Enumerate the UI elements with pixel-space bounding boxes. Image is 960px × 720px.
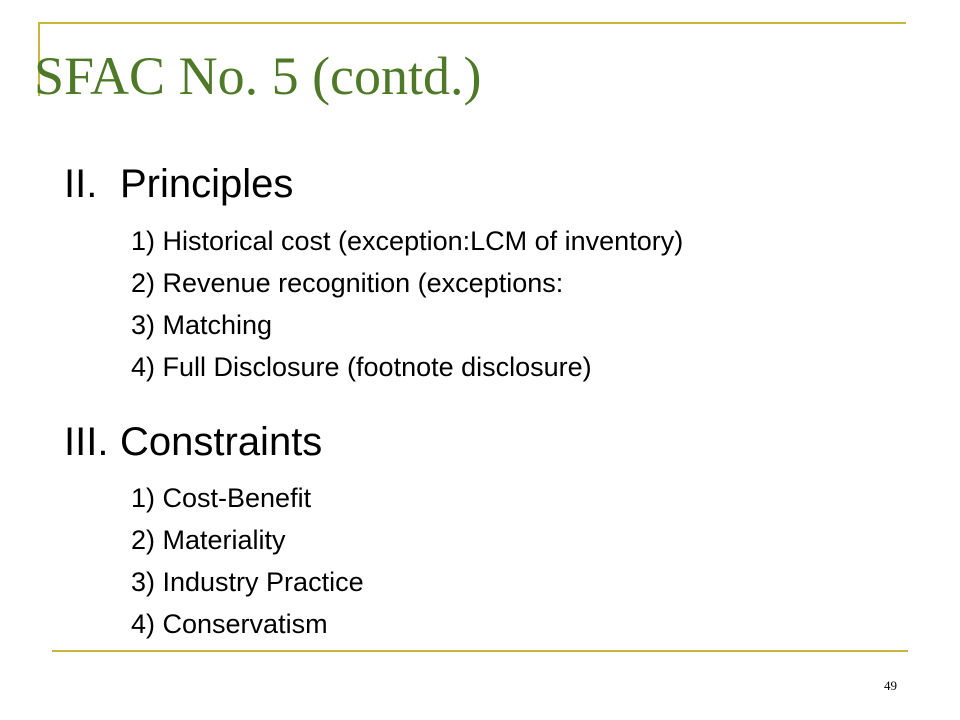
section-title: Constraints bbox=[120, 420, 323, 464]
principles-list bbox=[131, 220, 683, 388]
constraints-list bbox=[131, 477, 364, 645]
slide-title: SFAC No. 5 (contd.) bbox=[34, 46, 482, 106]
section-heading-constraints bbox=[64, 420, 322, 464]
list-item: 1) Historical cost (exception:LCM of inventory) bbox=[131, 226, 684, 256]
list-item: 2) Revenue recognition (exceptions: bbox=[131, 268, 564, 298]
section-numeral: III. bbox=[64, 420, 109, 464]
top-rule bbox=[38, 22, 906, 24]
bottom-rule bbox=[52, 650, 908, 652]
list-item: 4) Conservatism bbox=[131, 609, 328, 639]
list-item: 2) Materiality bbox=[131, 525, 286, 555]
section-numeral: II. bbox=[64, 162, 98, 206]
section-title: Principles bbox=[120, 162, 294, 206]
section-heading-principles bbox=[64, 162, 293, 206]
page-number: 49 bbox=[884, 678, 897, 693]
list-item: 3) Industry Practice bbox=[131, 567, 364, 597]
list-item: 4) Full Disclosure (footnote disclosure) bbox=[131, 352, 592, 382]
list-item: 1) Cost-Benefit bbox=[131, 483, 312, 513]
list-item: 3) Matching bbox=[131, 310, 273, 340]
